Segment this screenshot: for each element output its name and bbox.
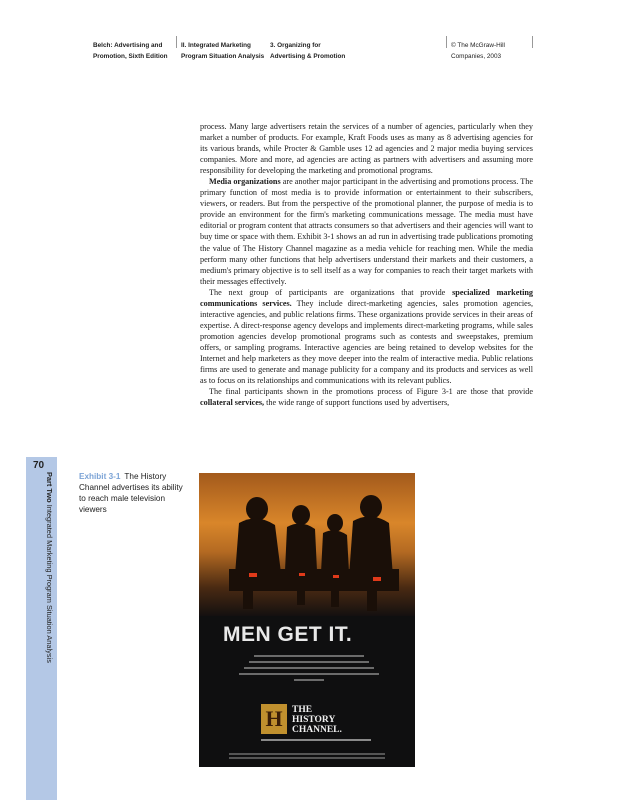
header-copyright: © The McGraw-Hill Companies, 2003 bbox=[451, 42, 505, 60]
ad-body-copy bbox=[239, 655, 379, 685]
header-divider bbox=[176, 36, 177, 48]
header-chapter-title: 3. Organizing for Advertising & Promotion bbox=[270, 42, 346, 60]
exhibit-caption-text: The History Channel advertises its ability to reach male television viewers bbox=[79, 472, 183, 514]
exhibit-label: Exhibit 3-1 bbox=[79, 472, 121, 481]
header-divider bbox=[532, 36, 533, 48]
motorcycle-riders-photo bbox=[199, 473, 415, 616]
history-channel-logo: H bbox=[261, 704, 287, 734]
header-book-title: Belch: Advertising and Promotion, Sixth Edition bbox=[93, 42, 168, 60]
header-divider bbox=[446, 36, 447, 48]
paragraph: process. Many large advertisers retain the services of a number of agencies, particularly when they market a number of products. For example, Kraft Foods uses as many as 8 advertising agencies for its various brands, while Procter & Gamble uses 12 ad agencies and 2 major media buying services companies. More and more, ad agencies are acting as partners with advertisers and assuming more responsibility for developing the marketing and promotional programs. bbox=[200, 122, 533, 176]
paragraph: Media organizations are another major participant in the advertising and promotions process. The primary function of most media is to provide information or entertainment to their subscribers, viewers, or readers. But from the perspective of the promotional planner, the purpose of media is to provide an environment for the firm's marketing communications message. The media must have editorial or program content that attracts consumers so that advertisers and their agencies will want to buy time or space with them. Exhibit 3-1 shows an ad run in advertising trade publications promoting the value of The History Channel magazine as a media vehicle for reaching men. While the media perform many other functions that help advertisers understand their markets and their customers, a medium's primary objective is to sell itself as a way for companies to reach their target markets with their messages effectively. bbox=[200, 177, 533, 286]
ad-headline: MEN GET IT. bbox=[223, 623, 353, 646]
ad-tagline bbox=[261, 739, 371, 741]
ad-fine-print bbox=[229, 757, 385, 759]
exhibit-ad-image bbox=[199, 473, 415, 767]
page-number: 70 bbox=[33, 460, 45, 471]
paragraph: The next group of participants are organizations that provide specialized marketing communications services. They include direct-marketing agencies, sales promotion agencies, interactive agencies, and public relations firms. These organizations provide services in their areas of expertise. A direct-response agency develops and implements direct-marketing programs, while sales promotion agencies develop promotional programs such as contests and sweepstakes, premium offers, or sampling programs. Interactive agencies are being retained to develop websites for the Internet and help marketers as they move deeper into the realm of interactive media. Public relations firms are used to generate and manage publicity for a company and its products and services as well as to focus on its relationships and communications with its relevant publics. bbox=[200, 287, 533, 386]
header-part-title: II. Integrated Marketing Program Situation Analysis bbox=[181, 42, 265, 60]
exhibit-caption bbox=[79, 471, 189, 515]
riders-silhouette bbox=[199, 473, 415, 616]
vertical-part-title: Part Two Integrated Marketing Program Situation Analysis bbox=[45, 472, 54, 663]
ad-fine-print bbox=[229, 753, 385, 755]
ad-brand-name: THE HISTORY CHANNEL. bbox=[292, 705, 342, 735]
body-text bbox=[200, 121, 533, 408]
paragraph: The final participants shown in the promotions process of Figure 3-1 are those that provide collateral services, the wide range of support functions used by advertisers, bbox=[200, 387, 533, 408]
